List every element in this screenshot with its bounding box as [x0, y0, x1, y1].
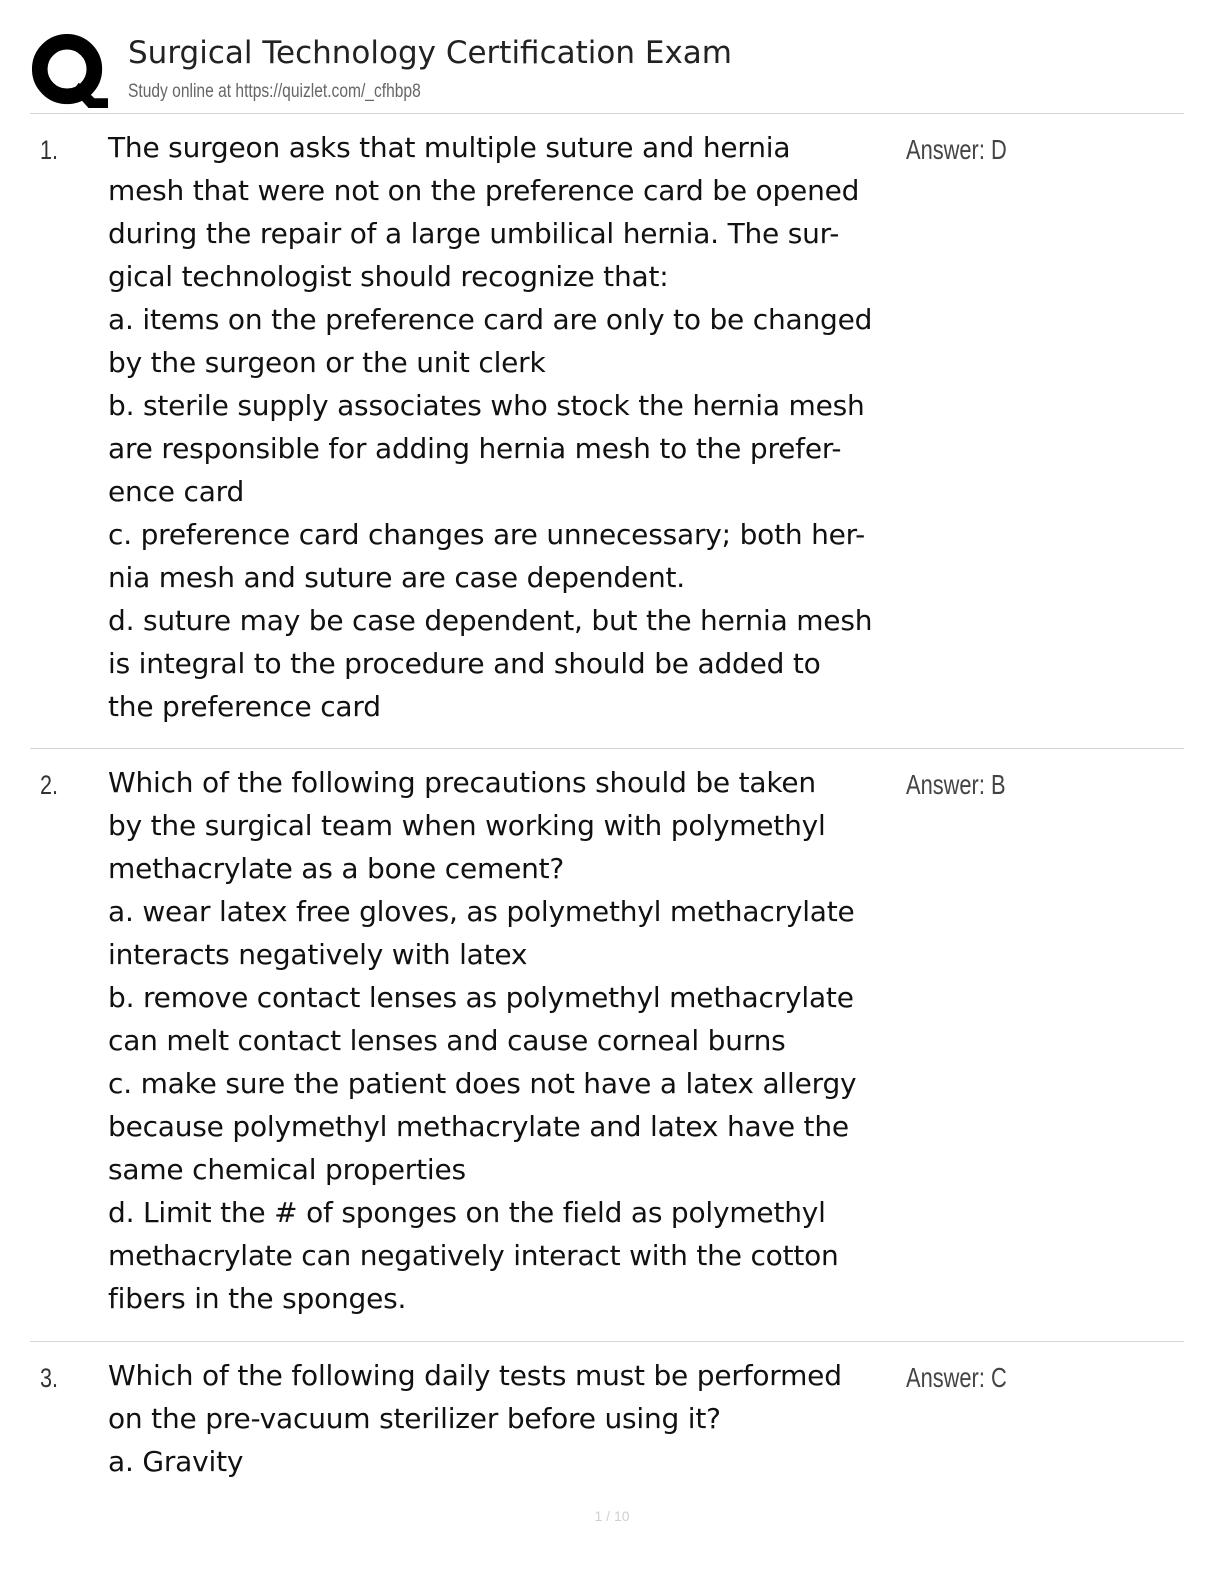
- header-divider: [30, 113, 1184, 114]
- option-line: are responsible for adding hernia mesh to the prefer-: [108, 432, 842, 465]
- option-line: interacts negatively with latex: [108, 938, 528, 971]
- answer-label: Answer: B: [906, 769, 1006, 800]
- question-line: during the repair of a large umbilical hernia. The sur-: [108, 217, 840, 250]
- option-line: can melt contact lenses and cause corneal burns: [108, 1024, 786, 1057]
- option-line: b. remove contact lenses as polymethyl methacrylate: [108, 981, 854, 1014]
- page-indicator: 1 / 10: [594, 1508, 630, 1524]
- option-line: because polymethyl methacrylate and latex have the: [108, 1110, 849, 1143]
- option-line: nia mesh and suture are case dependent.: [108, 561, 686, 594]
- page-header: [30, 28, 1190, 108]
- question-text: [108, 126, 906, 728]
- question-number: 1.: [40, 135, 59, 165]
- question-divider: [30, 748, 1184, 749]
- option-line: methacrylate can negatively interact with the cotton: [108, 1239, 839, 1272]
- option-line: c. preference card changes are unnecessary; both her-: [108, 518, 866, 551]
- option-line: ence card: [108, 475, 245, 508]
- option-line: d. Limit the # of sponges on the field as polymethyl: [108, 1196, 826, 1229]
- option-line: fibers in the sponges.: [108, 1282, 407, 1315]
- option-line: same chemical properties: [108, 1153, 466, 1186]
- question-line: Which of the following daily tests must be performed: [108, 1359, 842, 1392]
- option-line: b. sterile supply associates who stock the hernia mesh: [108, 389, 865, 422]
- quizlet-logo-icon: [30, 32, 108, 110]
- question-text: [108, 761, 906, 1320]
- option-line: a. Gravity: [108, 1445, 244, 1478]
- answer-label: Answer: D: [906, 134, 1007, 165]
- option-line: the preference card: [108, 690, 381, 723]
- question-number: 3.: [40, 1363, 59, 1393]
- option-line: a. items on the preference card are only to be changed: [108, 303, 873, 336]
- answer-label: Answer: C: [906, 1362, 1007, 1393]
- document-title: Surgical Technology Certification Exam: [128, 35, 732, 71]
- option-line: c. make sure the patient does not have a latex allergy: [108, 1067, 857, 1100]
- option-line: a. wear latex free gloves, as polymethyl methacrylate: [108, 895, 855, 928]
- question-line: on the pre-vacuum sterilizer before using it?: [108, 1402, 721, 1435]
- question-line: The surgeon asks that multiple suture and hernia: [108, 131, 791, 164]
- question-text: [108, 1354, 906, 1483]
- option-line: by the surgeon or the unit clerk: [108, 346, 546, 379]
- option-line: is integral to the procedure and should be added to: [108, 647, 821, 680]
- option-line: d. suture may be case dependent, but the hernia mesh: [108, 604, 873, 637]
- question-line: Which of the following precautions should be taken: [108, 766, 816, 799]
- question-line: mesh that were not on the preference card be opened: [108, 174, 860, 207]
- question-line: by the surgical team when working with polymethyl: [108, 809, 826, 842]
- question-number: 2.: [40, 770, 59, 800]
- question-line: gical technologist should recognize that:: [108, 260, 669, 293]
- study-online-link[interactable]: Study online at https://quizlet.com/_cfhbp8: [128, 81, 421, 102]
- question-line: methacrylate as a bone cement?: [108, 852, 565, 885]
- question-divider: [30, 1341, 1184, 1342]
